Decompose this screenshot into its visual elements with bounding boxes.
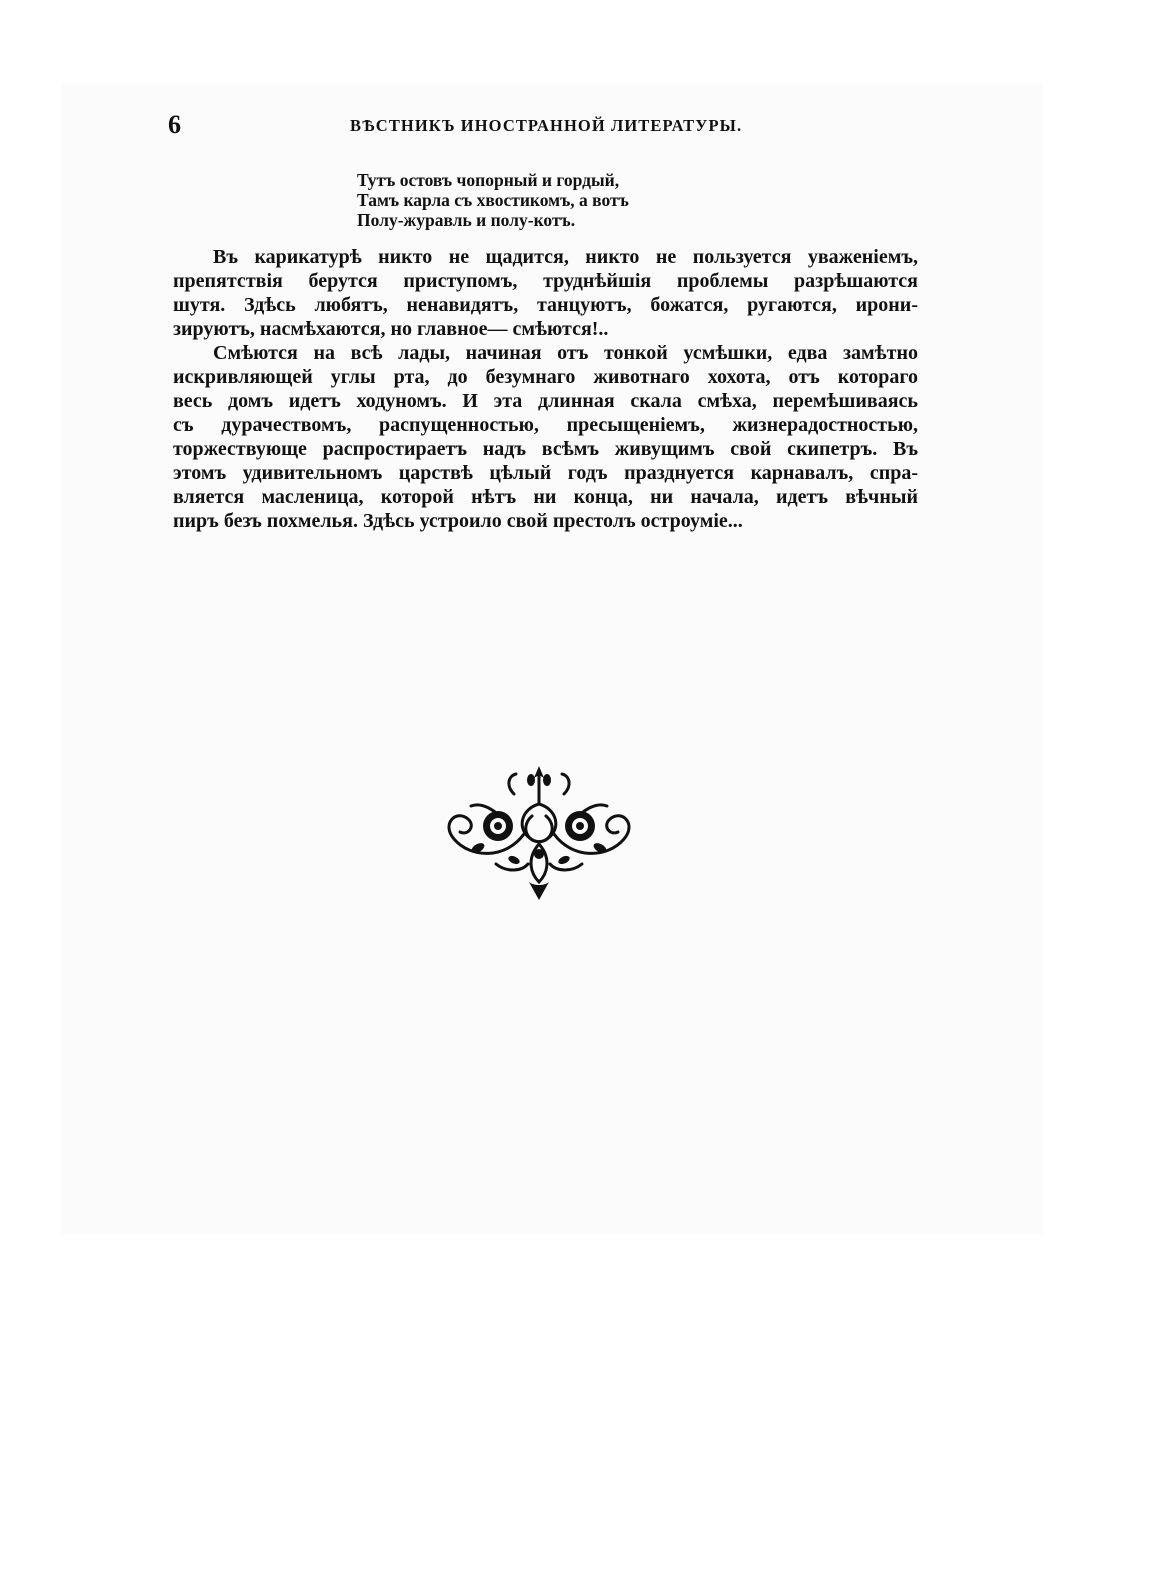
text-line: искривляющей углы рта, до безумнаго животнаго хохота, отъ котораго [173,366,918,388]
text-line: съ дурачествомъ, распущенностью, пресыщеніемъ, жизнерадостностью, [173,414,918,436]
body-text [173,245,918,533]
paragraph [173,245,918,341]
verse-line: Тутъ остовъ чопорный и гордый, [357,170,620,190]
text-line: пиръ безъ похмелья. Здѣсь устроило свой престолъ остроуміе... [173,510,743,532]
text-line: зируютъ, насмѣхаются, но главное— смѣются!.. [173,318,609,340]
text-line: Смѣются на всѣ лады, начиная отъ тонкой усмѣшки, едва замѣтно [213,342,918,364]
verse-line: Тамъ карла съ хвостикомъ, а вотъ [357,190,629,210]
text-line: шутя. Здѣсь любятъ, ненавидятъ, танцуютъ, божатся, ругаются, ирони- [173,294,918,316]
text-line: вляется масленица, которой нѣтъ ни конца, ни начала, идетъ вѣчный [173,486,918,508]
text-line: препятствія берутся приступомъ, труднѣйшія проблемы разрѣшаются [173,270,918,292]
running-head: ВѢСТНИКЪ ИНОСТРАННОЙ ЛИТЕРАТУРЫ. [350,116,743,135]
verse-block [357,170,629,230]
floral-tailpiece-ornament-icon [436,764,642,902]
text-line: Въ карикатурѣ никто не щадится, никто не пользуется уваженіемъ, [213,246,918,268]
text-line: этомъ удивительномъ царствѣ цѣлый годъ празднуется карнавалъ, спра- [173,462,918,484]
paragraph [173,341,918,533]
text-line: весь домъ идетъ ходуномъ. И эта длинная скала смѣха, перемѣшиваясь [173,390,918,412]
page-number: 6 [168,110,181,139]
verse-line: Полу-журавль и полу-котъ. [357,210,576,230]
text-line: торжествующе распростираетъ надъ всѣмъ живущимъ свой скипетръ. Въ [173,438,918,460]
